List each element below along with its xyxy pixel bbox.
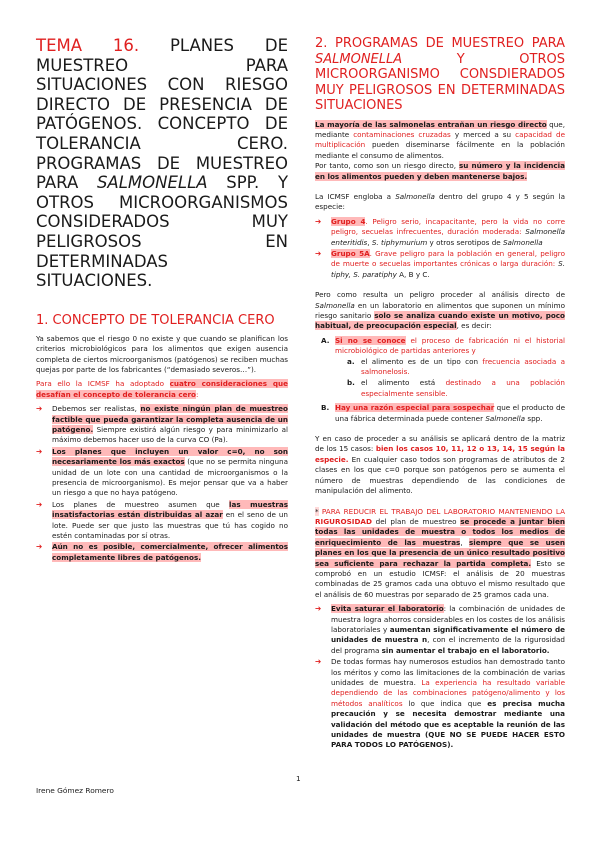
left-column: [36, 36, 288, 567]
list-item: b. el alimento está destinado a una población especialmente sensible.: [347, 378, 565, 398]
section-2-heading: 2. PROGRAMAS DE MUESTREO PARA SALMONELLA Y OTROS MICROORGANISMO CONSDIERADOS MUY PELIGROSOS EN DETERMINADAS SITUACIONES: [315, 36, 565, 113]
list-item: ➔ Evita saturar el laboratorio: la combinación de unidades de muestra logra ahorros considerables en los costes de los análisis laboratoriales y aumentan significativamente el número de unidades de muestra n, con el incremento de la rigurosidad del programa sin aumentar el trabajo en el laboratorio.: [315, 604, 565, 656]
paragraph: Ya sabemos que el riesgo 0 no existe y que cuando se planifican los criterios microbiológicos para los alimentos que exigen ausencia completa de ciertos microorganismos (patógenos) se reciben muchas quejas por parte de los fabricantes (“demasiado severos…”).: [36, 333, 288, 374]
page-number: 1: [296, 774, 301, 783]
considerations-list: [36, 404, 288, 563]
list-item: ➔ Los planes que incluyen un valor c=0, no son necesariamente los más exactos (que no se permita ninguna unidad de un lote con una cantidad de microorganismos o la presencia de microorganismo). Es mejor pensar que va a haber un riesgo a que no haya patógeno.: [36, 447, 288, 499]
list-item: ➔ Grupo 4. Peligro serio, incapacitante, pero la vida no corre peligro, secuelas infrecuentes, duración moderada: Salmonella enteritidis, S. tiphymurium y otros serotipos de Salmonella: [315, 217, 565, 248]
author-name: Irene Gómez Romero: [36, 786, 114, 795]
groups-list: [315, 217, 565, 280]
list-item: B. Hay una razón especial para sospechar que el producto de una fábrica determinada puede contener Salmonella spp.: [321, 403, 565, 423]
list-item: ➔ Debemos ser realistas, no existe ningún plan de muestreo factible que pueda garantizar la completa ausencia de un patógeno. Siempre existirá algún riesgo y para minimizarlo al máximo debemos hacer uso de la curva CO (Pa).: [36, 404, 288, 446]
topic-number: TEMA 16.: [36, 36, 140, 55]
list-item: ➔ Grupo 5A. Grave peligro para la población en general, peligro de muerte o secuelas importantes crónicas o larga duración: S. tiphy, S. paratiphy A, B y C.: [315, 249, 565, 280]
list-item: ➔ Aún no es posible, comercialmente, ofrecer alimentos completamente libres de patógenos.: [36, 542, 288, 563]
list-item: ➔ De todas formas hay numerosos estudios han demostrado tanto los méritos y como las limitaciones de la combinación de varias unidades de muestra. La experiencia ha resultado variable dependiendo de las combinaciones patógeno/alimento y los métodos analíticos lo que indica que es precisa mucha precaución y se necesita demostrar mediante una validación del método que es aceptable la reunión de las unidades de muestra (QUE NO SE PUEDE HACER ESTO PARA TODOS LO PATÓGENOS).: [315, 657, 565, 751]
paragraph: La ICMSF engloba a Salmonella dentro del grupo 4 y 5 según la especie:: [315, 191, 566, 212]
sub-conditions-list: [335, 357, 565, 400]
conditions-list: [315, 336, 565, 424]
list-item: A. Si no se conoce el proceso de fabricación ni el historial microbiológico de partidas anteriores y a. el alimento es de un tipo con frecuencia asociada a salmonelosis. b. el alimento está destinado a una población especialmente sensible.: [321, 335, 565, 398]
paragraph: Y en caso de proceder a su análisis se aplicará dentro de la matriz de los 15 casos: bien los casos 10, 11, 12 o 13, 14, 15 según la especie. En cualquier caso todos son programas de atributos de 2 clases en los que c=0 porque son patógenos pero se aumenta el número de muestras dependiendo de las condiciones de manipulación del alimento.: [315, 434, 565, 496]
list-item: a. el alimento es de un tipo con frecuencia asociada a salmonelosis.: [347, 356, 565, 377]
right-column: [315, 36, 565, 755]
list-item: ➔ Los planes de muestreo asumen que las muestras insatisfactorias están distribuidas al azar en el seno de un lote. Puede ser que justo las muestras que tú has cogido no estén contaminadas por sí otras.: [36, 500, 288, 542]
paragraph: La mayoría de las salmonelas entrañan un riesgo directo que, mediante contaminaciones cruzadas y merced a su capacidad de multiplicación pueden diseminarse fácilmente en la población mediante el consumo de alimentos. Por tanto, como son un riesgo directo, su número y la incidencia en los alimentos pueden y deben mantenerse bajos.: [315, 119, 566, 181]
combination-list: [315, 604, 565, 751]
topic-title: TEMA 16. PLANES DE MUESTREO PARA SITUACIONES CON RIESGO DIRECTO DE PRESENCIA DE PATÓGENOS. CONCEPTO DE TOLERANCIA CERO. PROGRAMAS DE MUESTREO PARA SALMONELLA SPP. Y OTROS MICROORGANISMOS CONSIDERADOS MUY PELIGROSOS EN DETERMINADAS SITUACIONES.: [36, 36, 289, 291]
paragraph: * PARA REDUCIR EL TRABAJO DEL LABORATORIO MANTENIENDO LA RIGUROSIDAD del plan de muestreo se procede a juntar bien todas las unidades de muestra o todos los medios de enriquecimiento de las muestras, siempre que se usen planes en los que la presencia de un único resultado positivo sea suficiente para rechazar la partida completa. Esto se comprobó en un estudio ICMSF: el análisis de 20 muestras combinadas de 25 gramos cada una obtuvo el mismo resultado que el análisis de 60 muestras por separado de 25 gramos cada una.: [315, 506, 566, 599]
section-1-heading: 1. CONCEPTO DE TOLERANCIA CERO: [36, 312, 275, 328]
paragraph: Para ello la ICMSF ha adoptado cuatro consideraciones que desafían el concepto de tolerancia cero:: [36, 379, 288, 399]
paragraph: Pero como resulta un peligro proceder al análisis directo de Salmonella en un laboratorio en alimentos que suponen un mínimo riesgo sanitario solo se analiza cuando existe un motivo, poco habitual, de preocupación especial, es decir:: [315, 290, 565, 331]
